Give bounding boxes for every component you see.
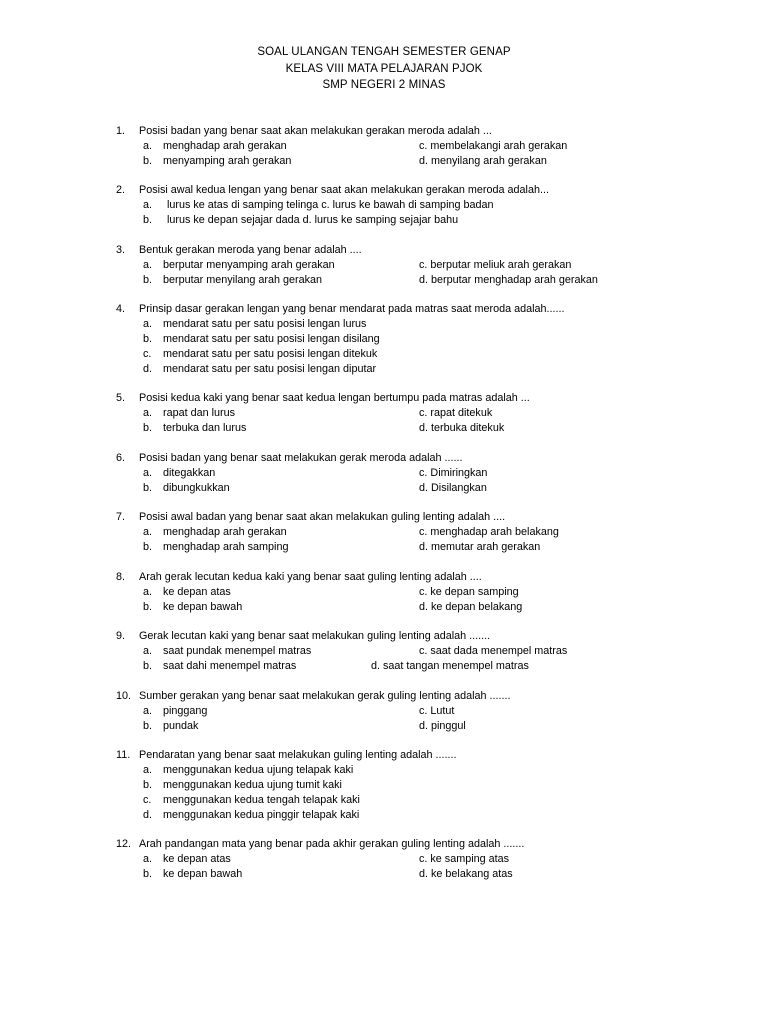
option-text: ke depan atas <box>163 853 231 865</box>
option-text: menggunakan kedua ujung tumit kaki <box>163 779 342 791</box>
option-text: berputar menyilang arah gerakan <box>163 274 323 286</box>
question-text: Posisi kedua kaki yang benar saat kedua lengan bertumpu pada matras adalah ... <box>139 392 530 404</box>
option-row <box>116 867 676 882</box>
option-text: dibungkukkan <box>163 482 230 494</box>
option-row <box>116 659 676 674</box>
option-row <box>116 719 676 734</box>
option-label: a. <box>143 467 153 479</box>
option-label: b. <box>143 541 153 553</box>
option-text: d. ke belakang atas <box>419 868 513 880</box>
option-label: c. <box>143 794 152 806</box>
option-row <box>116 213 676 228</box>
option-text: d. pinggul <box>419 720 466 732</box>
option-text: d. berputar menghadap arah gerakan <box>419 274 598 286</box>
option-label: b. <box>143 422 153 434</box>
option-text: menggunakan kedua tengah telapak kaki <box>163 794 360 806</box>
option-label: b. <box>143 333 153 345</box>
option-row <box>116 704 676 719</box>
option-text: c. ke samping atas <box>419 853 510 865</box>
option-text: c. menghadap arah belakang <box>419 526 559 538</box>
option-row <box>116 778 676 793</box>
question-number: 9. <box>116 630 126 642</box>
question-text: Bentuk gerakan meroda yang benar adalah .... <box>139 244 362 256</box>
option-label: a. <box>143 526 153 538</box>
option-text: mendarat satu per satu posisi lengan diputar <box>163 363 377 375</box>
option-text: mendarat satu per satu posisi lengan lurus <box>163 318 367 330</box>
option-text: mendarat satu per satu posisi lengan disilang <box>163 333 380 345</box>
option-row <box>116 793 676 808</box>
question-5 <box>116 391 676 436</box>
option-label: d. <box>143 809 153 821</box>
question-10 <box>116 689 676 734</box>
option-text: mendarat satu per satu posisi lengan ditekuk <box>163 348 378 360</box>
question-text: Arah pandangan mata yang benar pada akhir gerakan guling lenting adalah ....... <box>139 838 525 850</box>
option-text: d. saat tangan menempel matras <box>371 660 529 672</box>
option-row <box>116 154 676 169</box>
option-text: saat pundak menempel matras <box>163 645 312 657</box>
option-label: d. <box>143 363 153 375</box>
option-text: d. terbuka ditekuk <box>419 422 505 434</box>
option-row <box>116 808 676 823</box>
header-class-subject: KELAS VIII MATA PELAJARAN PJOK <box>285 62 483 75</box>
option-row <box>116 481 676 496</box>
option-row <box>116 852 676 867</box>
option-text: c. ke depan samping <box>419 586 519 598</box>
option-text: pundak <box>163 720 199 732</box>
option-text: ke depan atas <box>163 586 231 598</box>
option-label: b. <box>143 779 153 791</box>
question-text: Posisi badan yang benar saat akan melakukan gerakan meroda adalah ... <box>139 125 492 137</box>
option-row <box>116 317 676 332</box>
option-text: c. Dimiringkan <box>419 467 488 479</box>
question-number: 6. <box>116 452 126 464</box>
option-text: terbuka dan lurus <box>163 422 247 434</box>
question-text: Arah gerak lecutan kedua kaki yang benar saat guling lenting adalah .... <box>139 571 482 583</box>
option-row <box>116 198 676 213</box>
option-text: c. membelakangi arah gerakan <box>419 140 568 152</box>
question-number: 7. <box>116 511 126 523</box>
question-7 <box>116 510 676 555</box>
question-4 <box>116 302 676 377</box>
option-label: a. <box>143 586 153 598</box>
question-number: 12. <box>116 838 132 850</box>
option-label: a. <box>143 407 153 419</box>
option-text: menghadap arah gerakan <box>163 140 287 152</box>
option-label: a. <box>143 140 153 152</box>
question-number: 2. <box>116 184 126 196</box>
option-row <box>116 525 676 540</box>
option-text: saat dahi menempel matras <box>163 660 297 672</box>
header-school: SMP NEGERI 2 MINAS <box>322 79 446 91</box>
option-row <box>116 421 676 436</box>
option-text: pinggang <box>163 705 208 717</box>
question-number: 3. <box>116 244 126 256</box>
option-text: menggunakan kedua pinggir telapak kaki <box>163 809 360 821</box>
question-6 <box>116 451 676 496</box>
question-text: Posisi awal badan yang benar saat akan melakukan guling lenting adalah .... <box>139 511 506 523</box>
question-9 <box>116 629 676 674</box>
option-label: b. <box>143 601 153 613</box>
question-number: 10. <box>116 690 132 702</box>
option-row <box>116 273 676 288</box>
option-label: b. <box>143 482 153 494</box>
question-text: Pendaratan yang benar saat melakukan guling lenting adalah ....... <box>139 749 457 761</box>
option-row <box>116 600 676 615</box>
option-text: lurus ke atas di samping telinga c. lurus ke bawah di samping badan <box>167 199 494 211</box>
option-row <box>116 466 676 481</box>
question-number: 1. <box>116 125 126 137</box>
question-number: 4. <box>116 303 126 315</box>
question-number: 8. <box>116 571 126 583</box>
option-text: d. menyilang arah gerakan <box>419 155 547 167</box>
option-label: b. <box>143 214 153 226</box>
option-text: menghadap arah samping <box>163 541 289 553</box>
question-11 <box>116 748 676 823</box>
option-row <box>116 362 676 377</box>
option-text: berputar menyamping arah gerakan <box>163 259 335 271</box>
option-label: a. <box>143 645 153 657</box>
option-text: c. Lutut <box>419 705 455 717</box>
option-row <box>116 644 676 659</box>
option-row <box>116 585 676 600</box>
question-text: Prinsip dasar gerakan lengan yang benar mendarat pada matras saat meroda adalah...... <box>139 303 565 315</box>
option-text: rapat dan lurus <box>163 407 236 419</box>
question-text: Posisi awal kedua lengan yang benar saat akan melakukan gerakan meroda adalah... <box>139 184 549 196</box>
question-3 <box>116 243 676 288</box>
option-text: ke depan bawah <box>163 601 243 613</box>
option-text: c. berputar meliuk arah gerakan <box>419 259 572 271</box>
option-text: d. Disilangkan <box>419 482 487 494</box>
question-2 <box>116 183 676 228</box>
document-header <box>0 44 768 94</box>
option-text: c. rapat ditekuk <box>419 407 493 419</box>
option-label: a. <box>143 705 153 717</box>
option-text: ditegakkan <box>163 467 216 479</box>
option-text: d. memutar arah gerakan <box>419 541 541 553</box>
question-8 <box>116 570 676 615</box>
option-label: b. <box>143 155 153 167</box>
question-1 <box>116 124 676 169</box>
option-row <box>116 540 676 555</box>
option-label: b. <box>143 660 153 672</box>
question-number: 5. <box>116 392 126 404</box>
option-text: lurus ke depan sejajar dada d. lurus ke samping sejajar bahu <box>167 214 459 226</box>
option-row <box>116 406 676 421</box>
option-label: a. <box>143 259 153 271</box>
option-text: menghadap arah gerakan <box>163 526 287 538</box>
option-row <box>116 347 676 362</box>
question-12 <box>116 837 676 882</box>
option-text: menyamping arah gerakan <box>163 155 292 167</box>
option-row <box>116 332 676 347</box>
question-number: 11. <box>116 749 131 761</box>
option-text: c. saat dada menempel matras <box>419 645 568 657</box>
option-text: ke depan bawah <box>163 868 243 880</box>
option-label: c. <box>143 348 152 360</box>
option-row <box>116 139 676 154</box>
option-label: b. <box>143 868 153 880</box>
option-text: d. ke depan belakang <box>419 601 523 613</box>
option-text: menggunakan kedua ujung telapak kaki <box>163 764 354 776</box>
option-label: b. <box>143 274 153 286</box>
option-row <box>116 763 676 778</box>
option-label: a. <box>143 199 153 211</box>
option-label: a. <box>143 764 153 776</box>
option-label: b. <box>143 720 153 732</box>
question-text: Posisi badan yang benar saat melakukan gerak meroda adalah ...... <box>139 452 463 464</box>
question-text: Sumber gerakan yang benar saat melakukan gerak guling lenting adalah ....... <box>139 690 511 702</box>
option-row <box>116 258 676 273</box>
header-title: SOAL ULANGAN TENGAH SEMESTER GENAP <box>257 46 511 58</box>
question-text: Gerak lecutan kaki yang benar saat melakukan guling lenting adalah ....... <box>139 630 491 642</box>
option-label: a. <box>143 318 153 330</box>
option-label: a. <box>143 853 153 865</box>
